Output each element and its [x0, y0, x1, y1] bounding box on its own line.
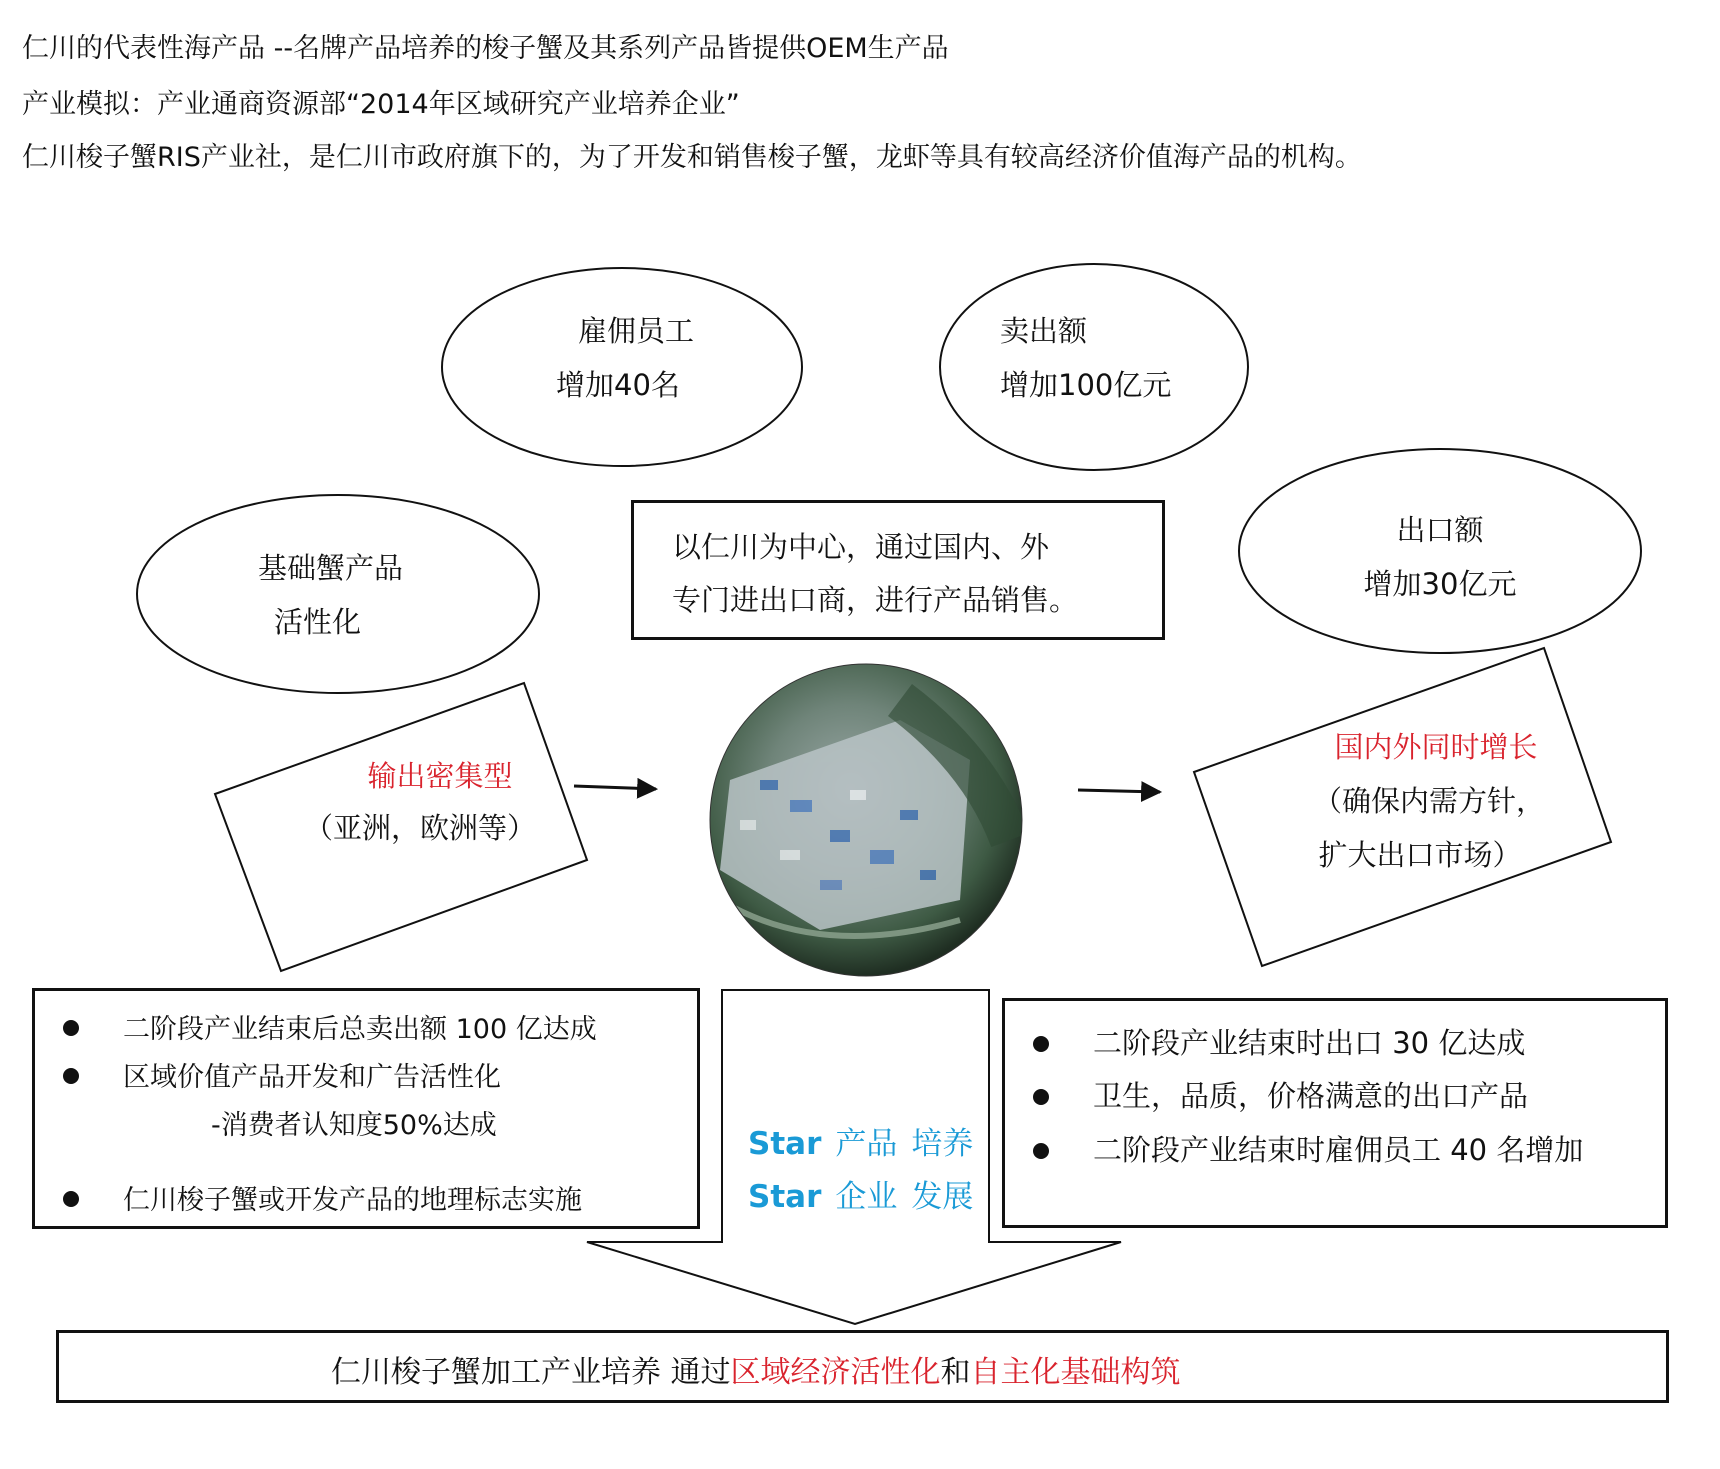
center-box-line-1: 以仁川为中心，通过国内、外 — [672, 530, 1050, 564]
header-line-1: 仁川的代表性海产品 --名牌产品培养的梭子蟹及其系列产品皆提供OEM生产品 — [22, 33, 949, 64]
bullet-icon — [1033, 1143, 1049, 1159]
ellipse-sales-text — [1000, 304, 1200, 412]
output-intensive-sub: （亚洲，欧洲等） — [303, 811, 536, 845]
arrow-right — [1078, 790, 1160, 792]
left-item-3: 仁川梭子蟹或开发产品的地理标志实施 — [123, 1185, 582, 1216]
output-intensive-title: 输出密集型 — [367, 759, 513, 793]
header-line-3: 仁川梭子蟹RIS产业社，是仁川市政府旗下的，为了开发和销售梭子蟹，龙虾等具有较高经济价值海产品的机构。 — [22, 142, 1362, 173]
star-2-a: 企业 — [835, 1179, 898, 1215]
left-item-2: 区域价值产品开发和广告活性化 — [123, 1062, 501, 1093]
bullet-icon — [63, 1068, 79, 1084]
star-1-prefix: Star — [748, 1126, 822, 1162]
bullet-icon — [1033, 1036, 1049, 1052]
growth-sub-2: 扩大出口市场） — [1318, 838, 1522, 872]
ellipse-base-text — [258, 541, 458, 649]
sales-title: 卖出额 — [1000, 314, 1088, 348]
employees-value: 增加40名 — [556, 368, 680, 402]
right-item-2: 卫生，品质，价格满意的出口产品 — [1093, 1079, 1529, 1113]
sales-value: 增加100亿元 — [1000, 368, 1172, 402]
right-rotated-text — [1286, 720, 1586, 882]
right-item-1: 二阶段产业结束时出口 30 亿达成 — [1093, 1026, 1526, 1060]
left-item-1: 二阶段产业结束后总卖出额 100 亿达成 — [123, 1014, 597, 1045]
right-item-3: 二阶段产业结束时雇佣员工 40 名增加 — [1093, 1133, 1584, 1167]
left-rotated-text — [290, 750, 550, 854]
right-goals-box — [1002, 998, 1668, 1228]
left-item-2-sub: -消费者认知度50%达成 — [211, 1110, 497, 1141]
export-title: 出口额 — [1396, 513, 1484, 547]
footer-part-2: 区域经济活性化 — [730, 1355, 941, 1390]
header-line-2: 产业模拟：产业通商资源部“2014年区域研究产业培养企业” — [22, 89, 740, 120]
center-sales-box — [631, 500, 1165, 640]
export-value: 增加30亿元 — [1363, 567, 1517, 601]
bullet-icon — [1033, 1089, 1049, 1105]
footer-part-3: 和 — [940, 1355, 971, 1390]
base-title: 基础蟹产品 — [258, 551, 404, 585]
star-1-a: 产品 — [835, 1126, 898, 1162]
footer-part-4: 自主化基础构筑 — [970, 1355, 1181, 1390]
arrow-left — [574, 786, 656, 789]
base-value: 活性化 — [274, 605, 362, 639]
center-box-line-2: 专门进出口商，进行产品销售。 — [672, 583, 1079, 617]
growth-sub-1: （确保内需方针， — [1312, 784, 1545, 818]
footer-part-1: 仁川梭子蟹加工产业培养 通过 — [331, 1355, 731, 1390]
star-line-2 — [748, 1171, 973, 1216]
star-2-b: 发展 — [911, 1179, 974, 1215]
growth-title: 国内外同时增长 — [1334, 730, 1538, 764]
employees-title: 雇佣员工 — [577, 314, 694, 348]
industrial-complex-globe — [710, 664, 1022, 976]
bullet-icon — [63, 1191, 79, 1207]
ellipse-employees-text — [532, 304, 732, 412]
footer-text — [331, 1347, 1181, 1391]
star-line-1 — [748, 1118, 973, 1163]
ellipse-export-text — [1340, 503, 1540, 611]
star-2-prefix: Star — [748, 1179, 822, 1215]
left-goals-box — [32, 988, 700, 1229]
footer-box — [56, 1330, 1669, 1403]
star-1-b: 培养 — [911, 1126, 974, 1162]
bullet-icon — [63, 1020, 79, 1036]
